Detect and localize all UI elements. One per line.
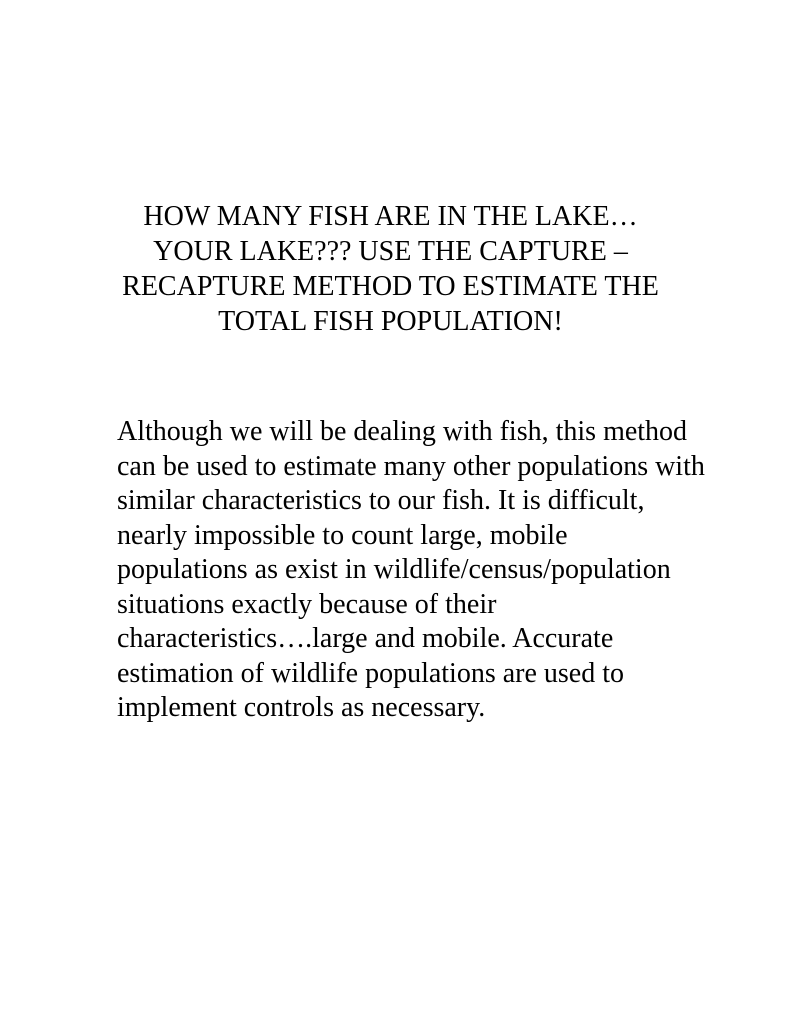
paragraph-line: can be used to estimate many other populations with bbox=[117, 450, 705, 482]
paragraph-line: Although we will be dealing with fish, this method bbox=[117, 416, 688, 447]
paragraph-line: characteristics….large and mobile. Accurate bbox=[117, 623, 614, 654]
paragraph-line: implement controls as necessary. bbox=[117, 692, 486, 723]
title-line: RECAPTURE METHOD TO ESTIMATE THE bbox=[122, 271, 659, 302]
paragraph-line: estimation of wildlife populations are used to bbox=[117, 657, 625, 689]
intro-paragraph bbox=[117, 415, 787, 726]
paragraph-line: populations as exist in wildlife/census/population bbox=[117, 554, 671, 585]
paragraph-line: situations exactly because of their bbox=[117, 588, 497, 620]
paragraph-line: nearly impossible to count large, mobile bbox=[117, 519, 568, 551]
page-title bbox=[100, 199, 681, 339]
title-line: YOUR LAKE??? USE THE CAPTURE – bbox=[153, 236, 628, 267]
title-line: HOW MANY FISH ARE IN THE LAKE… bbox=[143, 201, 638, 232]
title-line: TOTAL FISH POPULATION! bbox=[218, 306, 563, 337]
paragraph-line: similar characteristics to our fish. It is difficult, bbox=[117, 485, 645, 516]
